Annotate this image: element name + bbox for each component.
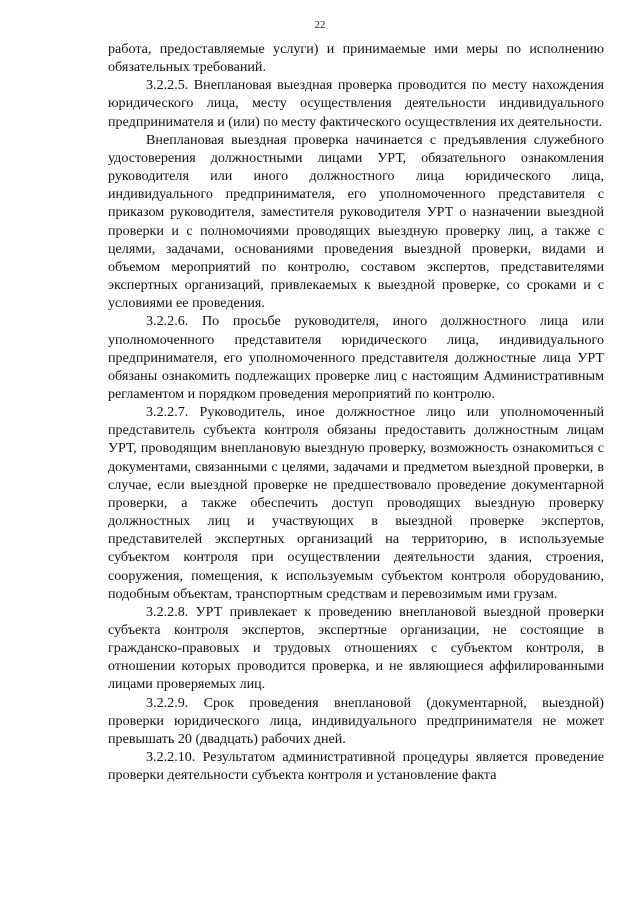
page-number: 22 xyxy=(314,19,326,31)
paragraph-inspection-start: Внеплановая выездная проверка начинается с предъявления служебного удостоверения должностными лицами УРТ, обязательного ознакомления руководителя или иного должностного лица юридического лица, индивидуального предпринимателя, его уполномоченного представителя с приказом руководителя, заместителя руководителя УРТ о назначении выездной проверки и с полномочиями проводящих выездную проверку лиц, а также с целями, задачами, основаниями проведения выездной проверки, видами и объемом мероприятий по контролю, составом экспертов, представителями экспертных организаций, привлекаемых к выездной проверке, со сроками и с условиями ее проведения. xyxy=(108,131,604,312)
paragraph-3-2-2-5: 3.2.2.5. Внеплановая выездная проверка проводится по месту нахождения юридического лица, месту осуществления деятельности индивидуального предпринимателя и (или) по месту фактического осуществления их деятельности. xyxy=(108,77,604,130)
paragraph-3-2-2-6: 3.2.2.6. По просьбе руководителя, иного должностного лица или уполномоченного представителя юридического лица, индивидуального предпринимателя, его уполномоченного представителя должностные лица УРТ обязаны ознакомить подлежащих проверке лиц с настоящим Административным регламентом и порядком проведения мероприятий по контролю. xyxy=(108,313,604,402)
paragraph-3-2-2-9: 3.2.2.9. Срок проведения внеплановой (документарной, выездной) проверки юридического лица, индивидуального предпринимателя не может превышать 20 (двадцать) рабочих дней. xyxy=(108,694,604,747)
paragraph-3-2-2-10: 3.2.2.10. Результатом административной процедуры является проведение проверки деятельности субъекта контроля и установление факта xyxy=(108,749,604,784)
paragraph-3-2-2-8: 3.2.2.8. УРТ привлекает к проведению внеплановой выездной проверки субъекта контроля экспертов, экспертные организации, не состоящие в гражданско-правовых и трудовых отношениях с субъектом контроля, в отношении которых проводится проверка, и не являющиеся аффилированными лицами проверяемых лиц. xyxy=(108,603,604,693)
body-text xyxy=(108,40,604,784)
paragraph-3-2-2-7: 3.2.2.7. Руководитель, иное должностное лицо или уполномоченный представитель субъекта контроля обязаны предоставить должностным лицам УРТ, проводящим внеплановую выездную проверку, возможность ознакомиться с документами, связанными с целями, задачами и предметом выездной проверки, в случае, если выездной проверке не предшествовало проведение документарной проверки, а также обеспечить доступ проводящих выездную проверку должностных лиц и участвующих в выездной проверке экспертов, представителей экспертных организаций на территорию, в используемые субъектом контроля при осуществлении деятельности здания, строения, сооружения, помещения, к используемым субъектом контроля оборудованию, подобным объектам, транспортным средствам и перевозимым ими грузам. xyxy=(108,404,604,602)
paragraph-continuation: работа, предоставляемые услуги) и принимаемые ими меры по исполнению обязательных требований. xyxy=(108,41,604,76)
